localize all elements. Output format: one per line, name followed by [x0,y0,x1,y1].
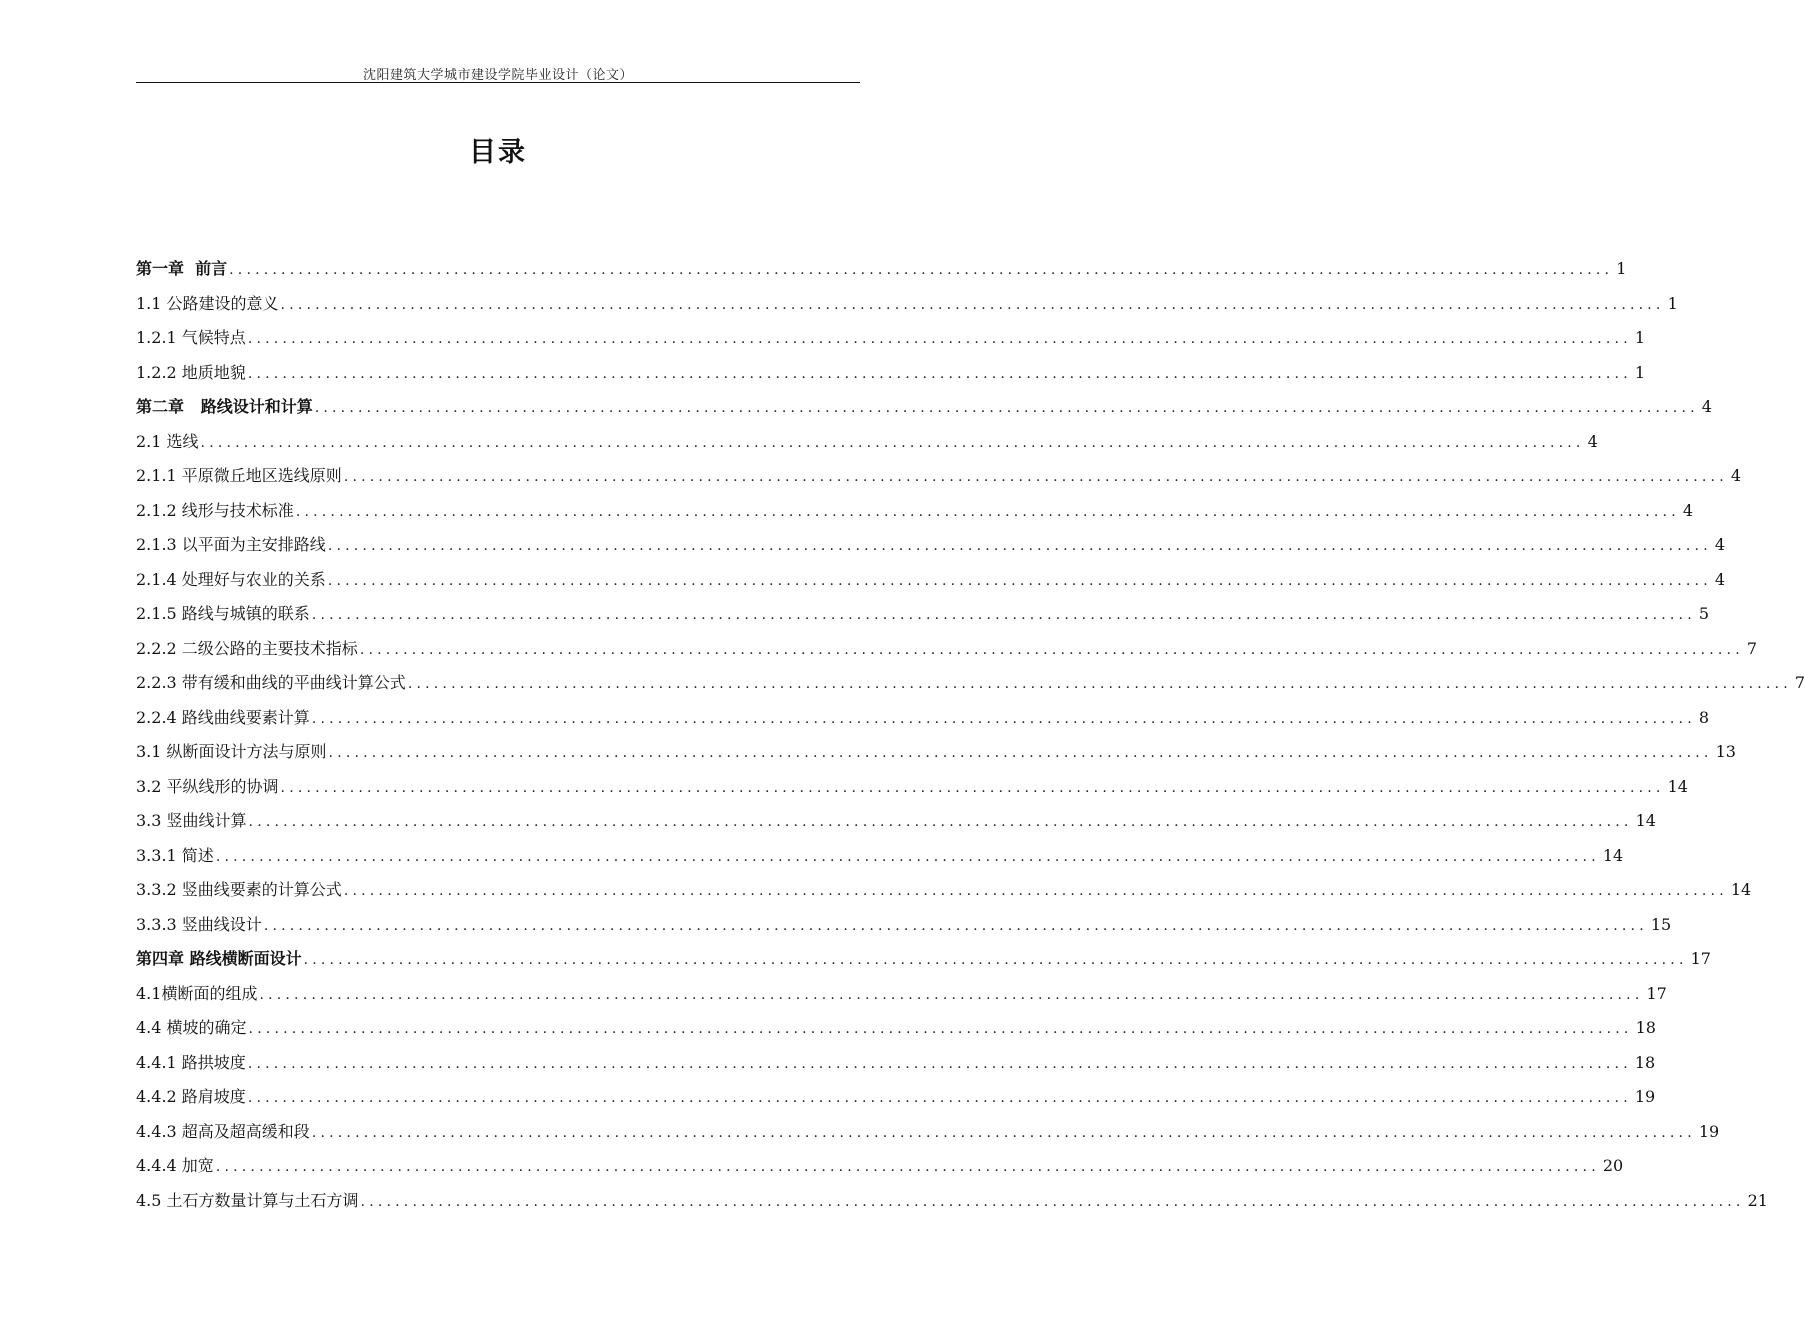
table-of-contents [136,252,1805,1218]
toc-page-number: 21 [1747,1190,1768,1210]
toc-entry-label: 第四章 路线横断面设计 [136,949,302,968]
dot-leader: ................................................................................................................................................................ [263,917,1648,934]
dot-leader: ................................................................................................................................................................ [327,572,1712,589]
toc-entry-label: 4.4.3 超高及超高缓和段 [136,1121,310,1141]
toc-page-number: 14 [1730,880,1752,899]
toc-page-number: 1 [1634,362,1646,382]
toc-page-number: 4 [1714,569,1726,589]
dot-leader: ................................................................................................................................................................ [248,1021,1633,1037]
dot-leader: ................................................................................................................................................................ [295,503,1680,520]
page-title: 目录 [469,137,527,168]
toc-entry[interactable] [136,1115,1720,1150]
dot-leader: ................................................................................................................................................................ [407,676,1792,692]
toc-entry-label: 4.4.2 路肩坡度 [136,1087,246,1106]
toc-entry[interactable] [136,1080,1656,1115]
toc-entry[interactable] [136,356,1646,391]
dot-leader: ................................................................................................................................................................ [311,1124,1696,1141]
toc-entry-label: 第一章 前言 [136,259,228,278]
toc-page-number: 8 [1698,707,1710,727]
toc-entry-label: 1.1 公路建设的意义 [136,293,279,313]
toc-page-number: 4 [1730,466,1742,485]
toc-entry-label: 第二章 路线设计和计算 [136,397,313,416]
toc-entry-label: 1.2.1 气候特点 [136,328,246,347]
dot-leader: ................................................................................................................................................................ [248,814,1633,830]
dot-leader: ................................................................................................................................................................ [247,331,1632,347]
toc-entry-label: 3.2 平纵线形的协调 [136,776,279,796]
toc-entry-label: 4.4 横坡的确定 [136,1018,247,1037]
toc-entry[interactable] [136,528,1726,563]
toc-entry[interactable] [136,494,1694,529]
toc-page-number: 18 [1635,1018,1656,1037]
toc-entry-label: 3.1 纵断面设计方法与原则 [136,742,327,761]
toc-page-number: 4 [1682,500,1694,520]
toc-entry-label: 2.1 选线 [136,431,199,451]
header-rule [136,82,860,83]
toc-chapter-entry[interactable] [136,390,1712,425]
toc-entry[interactable] [136,666,1805,701]
toc-entry-label: 2.1.3 以平面为主安排路线 [136,535,326,554]
toc-page-number: 17 [1690,949,1711,968]
toc-entry-label: 2.2.2 二级公路的主要技术指标 [136,638,358,658]
toc-entry-label: 1.2.2 地质地貌 [136,362,246,382]
toc-page-number: 4 [1587,431,1598,451]
dot-leader: ................................................................................................................................................................ [229,262,1614,278]
toc-page-number: 14 [1602,845,1624,865]
toc-entry[interactable] [136,873,1752,908]
toc-entry-label: 2.2.3 带有缓和曲线的平曲线计算公式 [136,673,406,692]
toc-entry[interactable] [136,701,1710,736]
toc-entry[interactable] [136,597,1710,632]
toc-entry[interactable] [136,908,1672,943]
running-header: 沈阳建筑大学城市建设学院毕业设计（论文） [362,68,633,83]
dot-leader: ................................................................................................................................................................ [311,710,1696,727]
toc-entry[interactable] [136,839,1624,874]
dot-leader: ................................................................................................................................................................ [247,365,1632,382]
toc-page-number: 20 [1602,1156,1624,1175]
toc-entry-label: 3.3 竖曲线计算 [136,811,247,830]
dot-leader: ................................................................................................................................................................ [280,296,1665,313]
dot-leader: ................................................................................................................................................................ [247,1055,1632,1072]
toc-entry[interactable] [136,1011,1656,1046]
toc-entry-label: 2.1.5 路线与城镇的联系 [136,604,310,623]
toc-page-number: 14 [1667,776,1688,796]
dot-leader: ................................................................................................................................................................ [259,986,1644,1003]
dot-leader: ................................................................................................................................................................ [200,434,1585,451]
dot-leader: ................................................................................................................................................................ [303,952,1688,968]
toc-page-number: 19 [1634,1087,1656,1106]
toc-entry[interactable] [136,770,1688,805]
toc-entry-label: 3.3.2 竖曲线要素的计算公式 [136,880,342,899]
toc-page-number: 14 [1635,811,1656,830]
toc-entry-label: 2.1.4 处理好与农业的关系 [136,569,326,589]
toc-entry-label: 3.3.1 简述 [136,845,214,865]
dot-leader: ................................................................................................................................................................ [359,641,1744,658]
toc-entry-label: 4.4.1 路拱坡度 [136,1052,246,1072]
dot-leader: ................................................................................................................................................................ [314,400,1699,416]
toc-page-number: 4 [1701,397,1712,416]
toc-entry-label: 2.1.1 平原微丘地区选线原则 [136,466,342,485]
toc-entry-label: 4.1横断面的组成 [136,983,258,1003]
dot-leader: ................................................................................................................................................................ [343,469,1728,485]
toc-page-number: 4 [1714,535,1726,554]
dot-leader: ................................................................................................................................................................ [311,607,1696,623]
toc-page-number: 1 [1634,328,1646,347]
toc-entry[interactable] [136,804,1656,839]
dot-leader: ................................................................................................................................................................ [343,883,1728,899]
toc-page-number: 1 [1616,259,1627,278]
toc-chapter-entry[interactable] [136,252,1627,287]
toc-page-number: 7 [1794,673,1805,692]
dot-leader: ................................................................................................................................................................ [280,779,1665,796]
toc-page-number: 18 [1634,1052,1656,1072]
dot-leader: ................................................................................................................................................................ [215,848,1600,865]
toc-entry-label: 2.1.2 线形与技术标准 [136,500,294,520]
toc-entry[interactable] [136,287,1678,322]
toc-entry[interactable] [136,632,1758,667]
toc-page-number: 5 [1698,604,1710,623]
toc-entry[interactable] [136,1149,1624,1184]
toc-entry[interactable] [136,735,1736,770]
toc-entry-label: 3.3.3 竖曲线设计 [136,914,262,934]
toc-page-number: 13 [1715,742,1736,761]
toc-entry-label: 2.2.4 路线曲线要素计算 [136,707,310,727]
toc-entry[interactable] [136,459,1742,494]
toc-entry[interactable] [136,425,1598,460]
toc-page-number: 17 [1646,983,1667,1003]
dot-leader: ................................................................................................................................................................ [328,745,1713,761]
toc-entry-label: 4.5 土石方数量计算与土石方调 [136,1190,359,1210]
toc-chapter-entry[interactable] [136,942,1711,977]
toc-entry-label: 4.4.4 加宽 [136,1156,214,1175]
toc-page-number: 7 [1746,638,1758,658]
dot-leader: ................................................................................................................................................................ [215,1159,1600,1175]
toc-entry[interactable] [136,1184,1768,1219]
toc-entry[interactable] [136,977,1667,1012]
dot-leader: ................................................................................................................................................................ [247,1090,1632,1106]
toc-page-number: 1 [1667,293,1678,313]
dot-leader: ................................................................................................................................................................ [327,538,1712,554]
toc-entry[interactable] [136,321,1646,356]
dot-leader: ................................................................................................................................................................ [360,1193,1745,1210]
toc-page-number: 15 [1650,914,1672,934]
toc-entry[interactable] [136,563,1726,598]
toc-entry[interactable] [136,1046,1656,1081]
toc-page-number: 19 [1698,1121,1720,1141]
